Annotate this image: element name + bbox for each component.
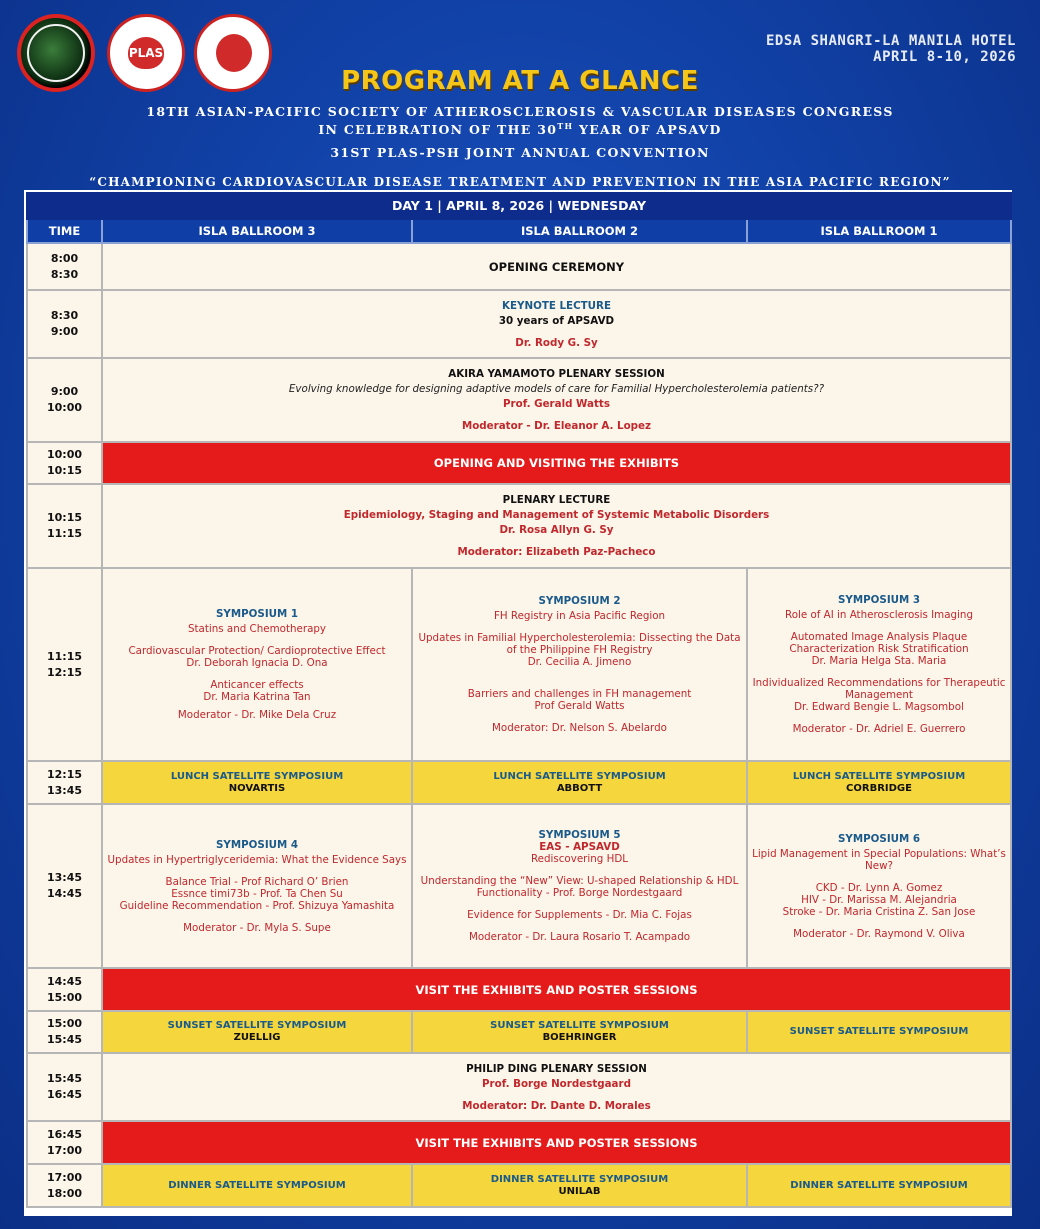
lunch-satellite-1: LUNCH SATELLITE SYMPOSIUM NOVARTIS	[102, 761, 412, 804]
lunch-satellite-2: LUNCH SATELLITE SYMPOSIUM ABBOTT	[412, 761, 747, 804]
exhibits-banner: VISIT THE EXHIBITS AND POSTER SESSIONS	[102, 968, 1011, 1011]
opening-ceremony: OPENING CEREMONY	[102, 243, 1011, 290]
venue-dates: APRIL 8-10, 2026	[873, 49, 1016, 65]
symposium-6-cell: SYMPOSIUM 6 Lipid Management in Special Populations: What’s New? CKD - Dr. Lynn A. Gomez HIV - Dr. Marissa M. Alejandria Stroke - Dr. Maria Cristina Z. San Jose Moderator - Dr. Raymond V. Oliva	[747, 804, 1011, 968]
congress-subtitle: 18TH ASIAN-PACIFIC SOCIETY OF ATHEROSCLEROSIS & VASCULAR DISEASES CONGRESS IN CELEBRATION OF THE 30TH YEAR OF APSAVD	[146, 104, 894, 138]
table-row	[27, 290, 1011, 358]
sunset-satellite-1: SUNSET SATELLITE SYMPOSIUM ZUELLIG	[102, 1011, 412, 1053]
time-cell: 12:15 13:45	[27, 761, 102, 804]
col-time: TIME	[27, 219, 102, 243]
convention-subtitle: 31ST PLAS-PSH JOINT ANNUAL CONVENTION	[330, 145, 710, 160]
table-row	[27, 1053, 1011, 1121]
exhibits-banner: OPENING AND VISITING THE EXHIBITS	[102, 442, 1011, 484]
venue-name: EDSA SHANGRI-LA MANILA HOTEL	[765, 33, 1016, 49]
page-title: PROGRAM AT A GLANCE	[341, 66, 699, 96]
col-ballroom-3: ISLA BALLROOM 3	[102, 219, 412, 243]
table-row	[27, 804, 1011, 968]
table-row	[27, 968, 1011, 1011]
time-cell: 14:45 15:00	[27, 968, 102, 1011]
program-table	[26, 192, 1012, 1208]
symposium-2-cell: SYMPOSIUM 2 FH Registry in Asia Pacific Region Updates in Familial Hypercholesterolemia: Dissecting the Data of the Philippine FH Registry Dr. Cecilia A. Jimeno Barriers and challenges in FH management Prof Gerald Watts Moderator: Dr. Nelson S. Abelardo	[412, 568, 747, 761]
table-row	[27, 1011, 1011, 1053]
dinner-satellite-1: DINNER SATELLITE SYMPOSIUM	[102, 1164, 412, 1207]
time-cell: 15:45 16:45	[27, 1053, 102, 1121]
time-cell: 8:30 9:00	[27, 290, 102, 358]
table-row	[27, 358, 1011, 442]
keynote-cell: KEYNOTE LECTURE 30 years of APSAVD Dr. Rody G. Sy	[102, 290, 1011, 358]
symposium-5-cell: SYMPOSIUM 5 EAS - APSAVD Rediscovering HDL Understanding the “New” View: U-shaped Relationship & HDL Functionality - Prof. Borge Nordestgaard Evidence for Supplements - Dr. Mia C. Fojas Moderator - Dr. Laura Rosario T. Acampado	[412, 804, 747, 968]
time-cell: 8:00 8:30	[27, 243, 102, 290]
table-row	[27, 1121, 1011, 1164]
col-ballroom-2: ISLA BALLROOM 2	[412, 219, 747, 243]
exhibits-banner: VISIT THE EXHIBITS AND POSTER SESSIONS	[102, 1121, 1011, 1164]
dinner-satellite-3: DINNER SATELLITE SYMPOSIUM	[747, 1164, 1011, 1207]
time-cell: 13:45 14:45	[27, 804, 102, 968]
plenary-lecture-cell: PLENARY LECTURE Epidemiology, Staging and Management of Systemic Metabolic Disorders Dr. Rosa Allyn G. Sy Moderator: Elizabeth Paz-Pacheco	[102, 484, 1011, 568]
day-header: DAY 1 | APRIL 8, 2026 | WEDNESDAY	[27, 193, 1011, 219]
time-cell: 9:00 10:00	[27, 358, 102, 442]
time-cell: 17:00 18:00	[27, 1164, 102, 1207]
venue-info	[766, 33, 1016, 65]
table-row	[27, 761, 1011, 804]
table-row	[27, 1164, 1011, 1207]
symposium-1-cell: SYMPOSIUM 1 Statins and Chemotherapy Cardiovascular Protection/ Cardioprotective Effect Dr. Deborah Ignacia D. Ona Anticancer effects Dr. Maria Katrina Tan Moderator - Dr. Mike Dela Cruz	[102, 568, 412, 761]
table-row	[27, 484, 1011, 568]
table-row	[27, 243, 1011, 290]
lunch-satellite-3: LUNCH SATELLITE SYMPOSIUM CORBRIDGE	[747, 761, 1011, 804]
plas-logo: PLAS	[107, 14, 185, 92]
program-table-wrap	[24, 190, 1012, 1216]
symposium-4-cell: SYMPOSIUM 4 Updates in Hypertriglyceridemia: What the Evidence Says Balance Trial - Prof Richard O’ Brien Essnce timi73b - Prof. Ta Chen Su Guideline Recommendation - Prof. Shizuya Yamashita Moderator - Dr. Myla S. Supe	[102, 804, 412, 968]
akira-plenary-cell: AKIRA YAMAMOTO PLENARY SESSION Evolving knowledge for designing adaptive models of care for Familial Hypercholesterolemia patients?? Prof. Gerald Watts Moderator - Dr. Eleanor A. Lopez	[102, 358, 1011, 442]
time-cell: 10:15 11:15	[27, 484, 102, 568]
theme-subtitle: “CHAMPIONING CARDIOVASCULAR DISEASE TREATMENT AND PREVENTION IN THE ASIA PACIFIC REGION”	[89, 175, 951, 189]
time-cell: 15:00 15:45	[27, 1011, 102, 1053]
philip-ding-plenary-cell: PHILIP DING PLENARY SESSION Prof. Borge Nordestgaard Moderator: Dr. Dante D. Morales	[102, 1053, 1011, 1121]
col-ballroom-1: ISLA BALLROOM 1	[747, 219, 1011, 243]
table-row	[27, 442, 1011, 484]
time-cell: 11:15 12:15	[27, 568, 102, 761]
sunset-satellite-3: SUNSET SATELLITE SYMPOSIUM	[747, 1011, 1011, 1053]
time-cell: 16:45 17:00	[27, 1121, 102, 1164]
time-cell: 10:00 10:15	[27, 442, 102, 484]
symposium-3-cell: SYMPOSIUM 3 Role of AI in Atherosclerosis Imaging Automated Image Analysis Plaque Characterization Risk Stratification Dr. Maria Helga Sta. Maria Individualized Recommendations for Therapeutic Management Dr. Edward Bengie L. Magsombol Moderator - Dr. Adriel E. Guerrero	[747, 568, 1011, 761]
sunset-satellite-2: SUNSET SATELLITE SYMPOSIUM BOEHRINGER	[412, 1011, 747, 1053]
dinner-satellite-2: DINNER SATELLITE SYMPOSIUM UNILAB	[412, 1164, 747, 1207]
table-row	[27, 568, 1011, 761]
